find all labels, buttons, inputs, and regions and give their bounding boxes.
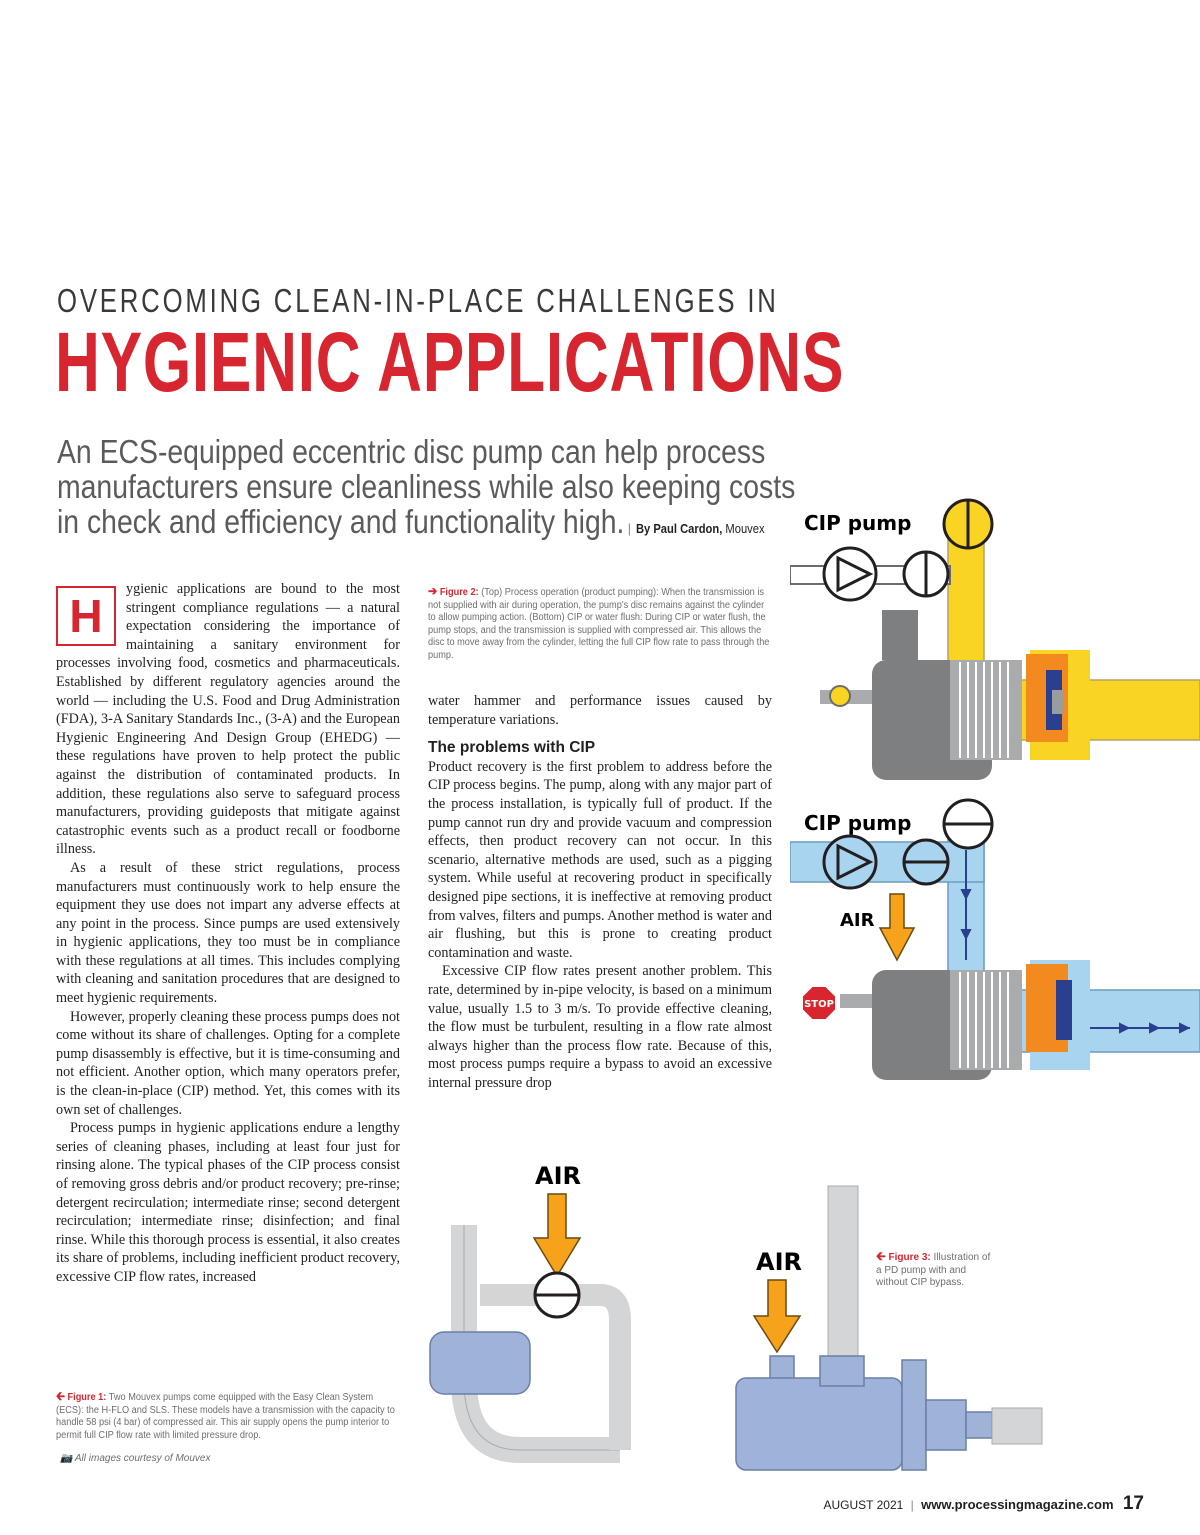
arrow-left-icon: 🡰 <box>56 1389 65 1403</box>
body-column-2 <box>428 692 772 1092</box>
figure-3-text: Illustration of a PD pump with and without CIP bypass. <box>876 1252 991 1289</box>
page-footer <box>823 1493 1144 1515</box>
body-paragraph: As a result of these strict regulations, process manufacturers must continuously work to help ensure the equipment they use does not impart any adverse effects at any point in the process. Since pumps are used extensively in hygienic applications, they too must be in compliance with these regulations at all times. This includes complying with cleaning and sanitation procedures that are designed to meet hygienic requirements. <box>56 859 400 1007</box>
page-number: 17 <box>1122 1493 1144 1514</box>
article-kicker: OVERCOMING CLEAN-IN-PLACE CHALLENGES IN <box>57 282 779 319</box>
air-label-fig2: AIR <box>840 910 875 931</box>
byline-author: By Paul Cardon, <box>635 521 723 536</box>
air-label-left: AIR <box>535 1162 581 1190</box>
figure-2-label: Figure 2: <box>439 587 479 598</box>
body-paragraph: Product recovery is the first problem to address before the CIP process begins. The pump, along with any major part of the process installation, is typically full of product. If the pump cannot run dry and provide vacuum and compression effects, then product recovery can not occur. In this scenario, alternative methods are used, such as a pigging system. While useful at recovering product in specifically designed pipe sections, it is ineffective at removing product from valves, filters and pumps. Another method is water and air flushing, but this is prone to creating product contamination and waste. <box>428 758 772 961</box>
figure-2-caption <box>428 585 773 663</box>
byline <box>628 521 765 536</box>
image-credit-text: All images courtesy of Mouvex <box>74 1453 211 1464</box>
drop-cap: H <box>56 586 116 646</box>
figure-2-illustration <box>790 490 1200 1080</box>
deck-line-3 <box>57 504 883 546</box>
body-column-1 <box>56 580 400 1287</box>
issue-date: AUGUST 2021 <box>823 1498 904 1512</box>
byline-org: Mouvex <box>725 521 765 536</box>
byline-separator: | <box>627 521 631 536</box>
cip-pump-label-bottom: CIP pump <box>804 811 912 835</box>
body-paragraph: ygienic applications are bound to the most stringent compliance regulations — a natural expectation considering the importance of maintaining a sanitary environment for processes involving food, cosmetics and pharmaceuticals. Established by different regulatory agencies around the world — including the U.S. Food and Drug Administration (FDA), 3-A Sanitary Standards Inc., (3-A) and the European Hygienic Engineering And Design Group (EHEDG) — these regulations have proven to help protect the public against the distribution of contaminated products. In addition, these regulations also serve to safeguard process manufacturers, providing guideposts that mitigate against catastrophic events such as a product recall or foodborne illness. <box>56 581 400 858</box>
magazine-website[interactable]: www.processingmagazine.com <box>921 1497 1114 1512</box>
figure-3-label: Figure 3: <box>888 1252 931 1263</box>
air-label-right: AIR <box>756 1248 802 1276</box>
deck-line-2: manufacturers ensure cleanliness while also keeping costs <box>57 468 796 505</box>
article-headline: HYGIENIC APPLICATIONS <box>55 315 845 409</box>
figure-2-text: (Top) Process operation (product pumping): When the transmission is not supplied with air during operation, the pump's disc remains against the cylinder to allow pumping action. (Bottom) CIP or water flush: During CIP or water flush, the pump stops, and the transmission is supplied with compressed air. This allows the disc to move away from the cylinder, letting the full CIP flow rate to pass through the pump. <box>428 587 770 661</box>
figure-1-label: Figure 1: <box>67 1392 107 1403</box>
section-subhead: The problems with CIP <box>428 739 596 757</box>
figure-3-illustration <box>420 1150 1070 1480</box>
figure-1-caption <box>56 1390 398 1442</box>
article-deck <box>57 434 883 546</box>
cip-pump-label-top: CIP pump <box>804 511 912 535</box>
deck-line-1: An ECS-equipped eccentric disc pump can help process <box>57 433 766 470</box>
camera-icon: 📷 <box>60 1453 73 1464</box>
deck-line-3-text: in check and efficiency and functionality high. <box>57 503 625 540</box>
figure-3-caption <box>876 1250 996 1290</box>
arrow-right-icon: ➔ <box>428 584 438 598</box>
stop-sign-label: STOP <box>804 999 834 1010</box>
body-paragraph: water hammer and performance issues caused by temperature variations. <box>428 693 772 728</box>
arrow-left-icon: 🡰 <box>876 1249 886 1263</box>
body-paragraph: However, properly cleaning these process pumps does not come without its share of challenges. Opting for a complete pump disassembly is effective, but it is time-consuming and not efficient. Another option, which many operators prefer, is the clean-in-place (CIP) method. Yet, this comes with its own set of challenges. <box>56 1008 400 1118</box>
body-paragraph: Process pumps in hygienic applications endure a lengthy series of cleaning phases, including at least four just for rinsing alone. The typical phases of the CIP process consist of removing gross debris and/or product recovery; pre-rinse; detergent recirculation; intermediate rinse; second detergent recirculation; intermediate rinse; disinfection; and final rinse. While this thorough process is essential, it also creates its share of problems, including inefficient product recovery, excessive CIP flow rates, increased <box>56 1120 400 1285</box>
image-credit <box>60 1453 211 1464</box>
footer-separator: | <box>910 1498 914 1512</box>
figure-1-text: Two Mouvex pumps come equipped with the Easy Clean System (ECS): the H-FLO and SLS. These models have a transmission with the capacity to handle 58 psi (4 bar) of compressed air. This air supply opens the pump interior to permit full CIP flow rate with limited pressure drop. <box>56 1392 395 1441</box>
body-paragraph: Excessive CIP flow rates present another problem. This rate, determined by in-pipe velocity, is based on a minimum value, usually 1.5 to 3 m/s. To provide effective cleaning, the flow must be turbulent, resulting in a flow rate almost always higher than the process flow rate. Because of this, most process pumps require a bypass to avoid an excessive internal pressure drop <box>428 963 772 1091</box>
